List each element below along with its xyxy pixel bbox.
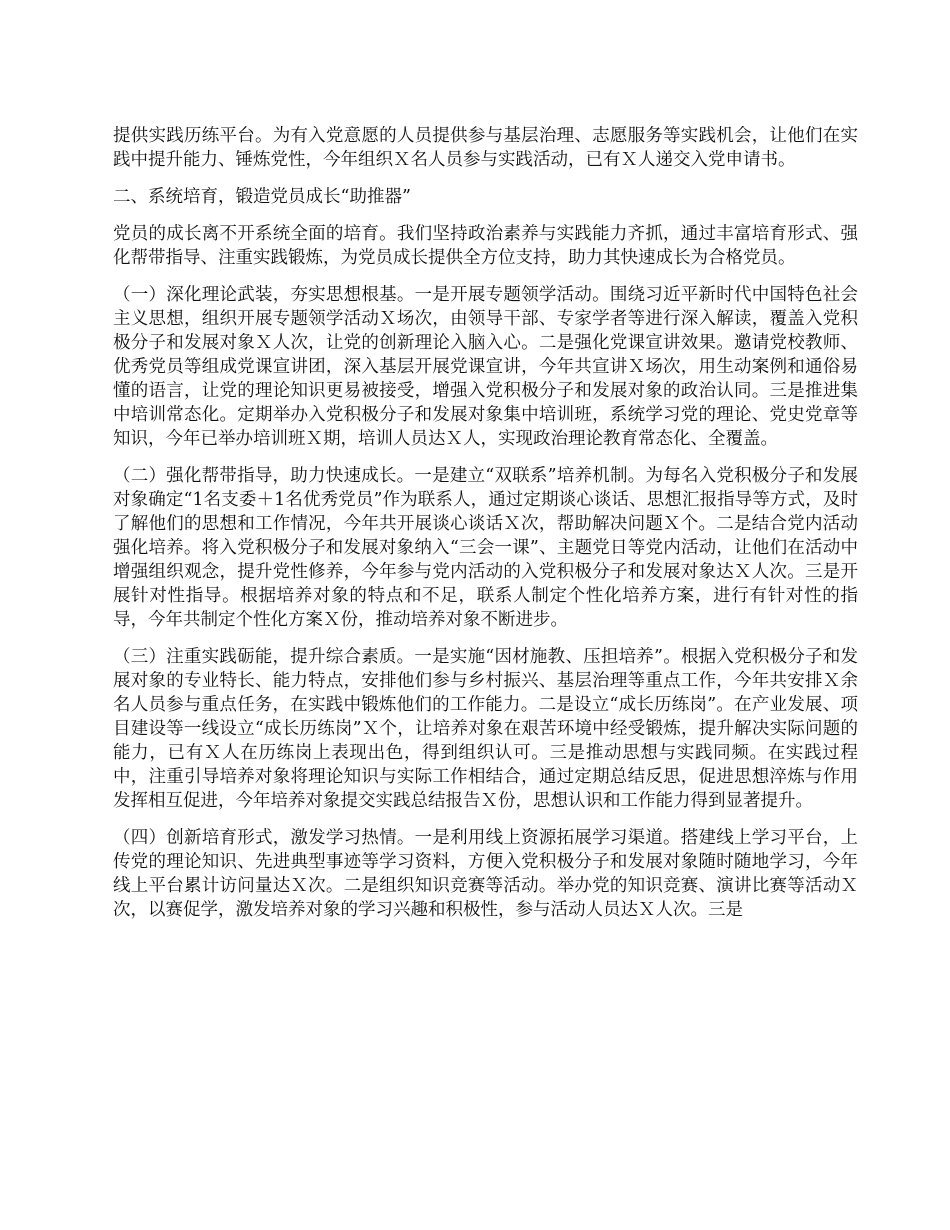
section-heading-two: 二、系统培育，锻造党员成长“助推器”: [113, 187, 411, 207]
paragraph-mentoring: （二）强化帮带指导，助力快速成长。一是建立“双联系”培养机制。为每名入党积极分子和发展对象确定“1名支委＋1名优秀党员”作为联系人，通过定期谈心谈话、思想汇报指导等方式，及时了解他们的思想和工作情况，今年共开展谈心谈话Ｘ次，帮助解决问题Ｘ个。二是结合党内活动强化培养。将入党积极分子和发展对象纳入“三会一课”、主题党日等党内活动，让他们在活动中增强组织观念，提升党性修养，今年参与党内活动的入党积极分子和发展对象达Ｘ人次。三是开展针对性指导。根据培养对象的特点和不足，联系人制定个性化培养方案，进行有针对性的指导，今年共制定个性化方案Ｘ份，推动培养对象不断进步。: [113, 466, 858, 630]
paragraph-section-intro: 党员的成长离不开系统全面的培育。我们坚持政治素养与实践能力齐抓，通过丰富培育形式、强化帮带指导、注重实践锻炼，为党员成长提供全方位支持，助力其快速成长为合格党员。: [113, 224, 858, 268]
paragraph-innovation: （四）创新培育形式，激发学习热情。一是利用线上资源拓展学习渠道。搭建线上学习平台，上传党的理论知识、先进典型事迹等学习资料，方便入党积极分子和发展对象随时随地学习，今年线上平台累计访问量达Ｘ次。二是组织知识竞赛等活动。举办党的知识竞赛、演讲比赛等活动Ｘ次，以赛促学，激发培养对象的学习兴趣和积极性，参与活动人员达Ｘ人次。三是: [113, 828, 858, 920]
document-page: [113, 124, 858, 935]
paragraph-practice: （三）注重实践砺能，提升综合素质。一是实施“因材施教、压担培养”。根据入党积极分子和发展对象的专业特长、能力特点，安排他们参与乡村振兴、基层治理等重点工作，今年共安排Ｘ余名人员参与重点任务，在实践中锻炼他们的工作能力。二是设立“成长历练岗”。在产业发展、项目建设等一线设立“成长历练岗”Ｘ个，让培养对象在艰苦环境中经受锻炼，提升解决实际问题的能力，已有Ｘ人在历练岗上表现出色，得到组织认可。三是推动思想与实践同频。在实践过程中，注重引导培养对象将理论知识与实际工作相结合，通过定期总结反思，促进思想淬炼与作用发挥相互促进，今年培养对象提交实践总结报告Ｘ份，思想认识和工作能力得到显著提升。: [113, 647, 858, 811]
paragraph-practice-platform: 提供实践历练平台。为有入党意愿的人员提供参与基层治理、志愿服务等实践机会，让他们在实践中提升能力、锤炼党性，今年组织Ｘ名人员参与实践活动，已有Ｘ人递交入党申请书。: [113, 126, 858, 170]
paragraph-theory: （一）深化理论武装，夯实思想根基。一是开展专题领学活动。围绕习近平新时代中国特色社会主义思想，组织开展专题领学活动Ｘ场次，由领导干部、专家学者等进行深入解读，覆盖入党积极分子和发展对象Ｘ人次，让党的创新理论入脑入心。二是强化党课宣讲效果。邀请党校教师、优秀党员等组成党课宣讲团，深入基层开展党课宣讲，今年共宣讲Ｘ场次，用生动案例和通俗易懂的语言，让党的理论知识更易被接受，增强入党积极分子和发展对象的政治认同。三是推进集中培训常态化。定期举办入党积极分子和发展对象集中培训班，系统学习党的理论、党史党章等知识，今年已举办培训班Ｘ期，培训人员达Ｘ人，实现政治理论教育常态化、全覆盖。: [113, 285, 858, 449]
